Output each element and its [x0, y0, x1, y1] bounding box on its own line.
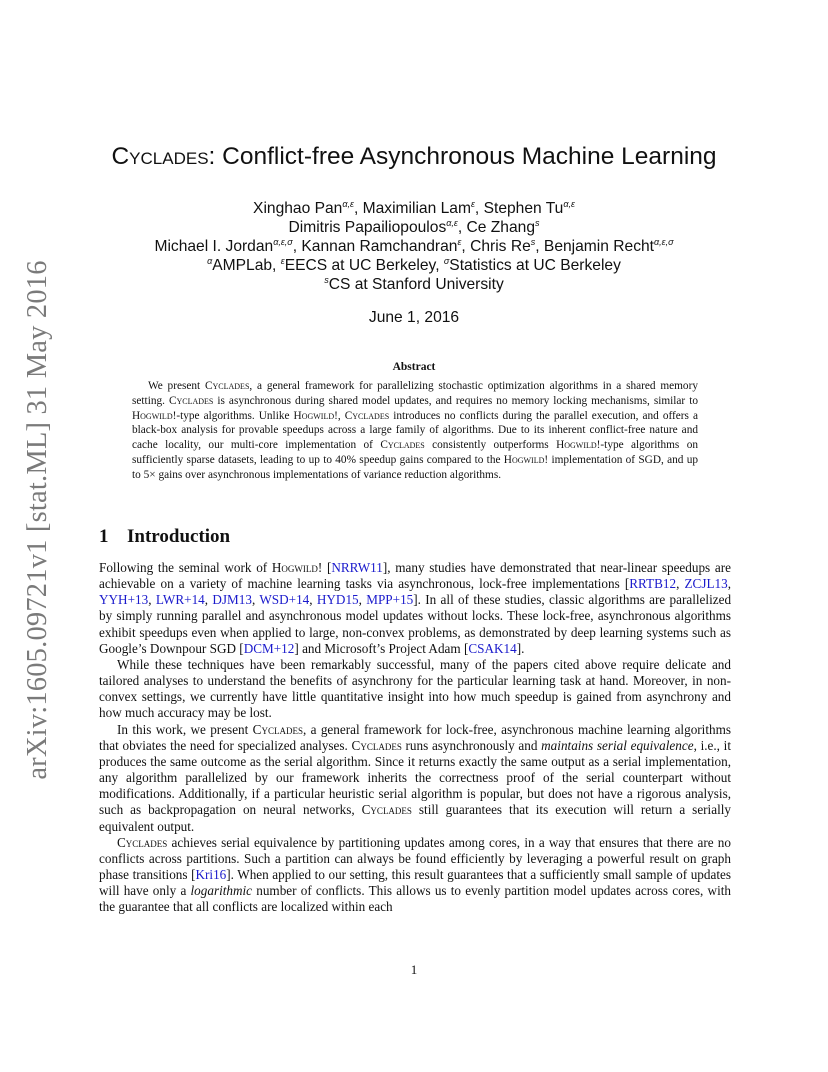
author-mark: α,ε [342, 198, 354, 209]
arxiv-identifier: arXiv:1605.09721v1 [stat.ML] 31 May 2016 [22, 260, 53, 780]
author-mark: α,ε,σ [654, 236, 674, 247]
arxiv-side-stamp [16, 260, 60, 780]
body-paragraph: Cyclades achieves serial equivalence by partitioning updates among cores, in a way that ensures that there are no conflicts across partitions. Such a partition can always be found efficiently by leveraging a powerful result on graph phase transitions [Kri16]. When applied to our setting, this result guarantees that a sufficiently small sample of updates will have only a logarithmic number of conflicts. This allows us to evenly partition model updates across cores, with the guarantee that all conflicts are localized within each [99, 834, 731, 915]
citation-link[interactable]: MPP+15 [366, 592, 414, 608]
section-number: 1 [99, 526, 109, 547]
citation-link[interactable]: LWR+14 [155, 592, 205, 608]
affiliation: Statistics at UC Berkeley [449, 257, 621, 274]
paper-date: June 1, 2016 [368, 309, 460, 326]
author-name: Maximilian Lam [362, 200, 471, 217]
citation-link[interactable]: RRTB12 [629, 576, 677, 592]
citation-link[interactable]: HYD15 [316, 592, 359, 608]
author-mark: s [535, 217, 540, 228]
author-name: Michael I. Jordan [154, 238, 274, 255]
author-name: Xinghao Pan [253, 200, 343, 217]
body-paragraph: While these techniques have been remarkably successful, many of the papers cited above require delicate and tailored analyses to understand the benefits of asynchrony for the particular learning task at hand. Moreover, in non-convex settings, we currently have little quantitative insight into how much speedup is gained from asynchrony and how much accuracy may be lost. [99, 656, 731, 721]
paper-title [0, 143, 828, 171]
body-paragraph: In this work, we present Cyclades, a general framework for lock-free, asynchronous machine learning algorithms that obviates the need for specialized analyses. Cyclades runs asynchronously and maintains serial equivalence, i.e., it produces the same outcome as the serial algorithm. Since it returns exactly the same output as a serial implementation, any algorithm parallelized by our framework inherits the correctness proof of the serial counterpart without modifications. Additionally, if a particular heuristic serial algorithm is popular, but does not have a rigorous analysis, such as backpropagation on neural networks, Cyclades still guarantees that its execution will return a serially equivalent output. [99, 721, 732, 834]
title-rest: : Conflict-free Asynchronous Machine Learning [208, 143, 717, 170]
abstract-heading: Abstract [392, 361, 436, 373]
abstract-body: We present Cyclades, a general framework for parallelizing stochastic optimization algorithms in a shared memory setting. Cyclades is asynchronous during shared model updates, and requires no memory locking mechanisms, similar to Hogwild!-type algorithms. Unlike Hogwild!, Cyclades introduces no conflicts during the parallel execution, and offers a black-box analysis for provable speedups across a large family of algorithms. Due to its inherent conflict-free nature and cache locality, our multi-core implementation of Cyclades consistently outperforms Hogwild!-type algorithms on sufficiently sparse datasets, leading to up to 40% speedup gains compared to the Hogwild! implementation of SGD, and up to 5× gains over asynchronous implementations of variance reduction algorithms. [132, 380, 699, 481]
affiliation-mark: s [324, 274, 329, 285]
affiliation-mark: α [207, 255, 213, 266]
citation-link[interactable]: ZCJL13 [684, 576, 728, 592]
affiliation: CS at Stanford University [328, 276, 504, 293]
citation-link[interactable]: WSD+14 [259, 592, 310, 608]
affiliation-mark: σ [443, 255, 450, 266]
author-mark: ε [457, 236, 462, 247]
author-mark: α,ε [563, 198, 575, 209]
author-name: Dimitris Papailiopoulos [288, 219, 447, 236]
body-paragraph: Following the seminal work of Hogwild! [NRRW11], many studies have demonstrated that near-linear speedups are achievable on a variety of machine learning tasks via asynchronous, lock-free implementations [RRTB12, ZCJL13, YYH+13, LWR+14, DJM13, WSD+14, HYD15, MPP+15]. In all of these studies, classic algorithms are parallelized by simply running parallel and asynchronous model updates without locks. These lock-free, asynchronous algorithms exhibit speedups even when applied to large, non-convex problems, as demonstrated by deep learning systems such as Google’s Downpour SGD [DCM+12] and Microsoft’s Project Adam [CSAK14]. [99, 560, 732, 656]
section-heading-introduction [99, 526, 230, 548]
citation-link[interactable]: Kri16 [195, 866, 227, 882]
author-name: Chris Re [470, 238, 531, 255]
page-number: 1 [410, 962, 418, 977]
citation-link[interactable]: CSAK14 [468, 640, 517, 656]
affiliation-line-2 [0, 275, 828, 294]
author-mark: α,ε,σ [273, 236, 293, 247]
affiliation: EECS at UC Berkeley, [284, 257, 444, 274]
citation-link[interactable]: NRRW11 [331, 560, 383, 575]
citation-link[interactable]: DCM+12 [243, 640, 295, 656]
citation-link[interactable]: YYH+13 [99, 592, 149, 608]
author-name: Benjamin Recht [543, 238, 654, 255]
author-mark: ε [470, 198, 475, 209]
author-line-1: Xinghao Pan$^{\alpha,\varepsilon}$, Maximilian Lam$^\varepsilon$, Stephen $Tu^{\alpha,\varepsilon}$ [253, 198, 575, 217]
section-title: Introduction [127, 526, 231, 547]
author-line-2: Dimitris Papailiopoulos$^{\alpha,\varepsilon}$, Ce Zhang$^s$ [288, 217, 540, 236]
citation-link[interactable]: DJM13 [212, 592, 252, 608]
author-mark: s [530, 236, 536, 247]
author-mark: α,ε [446, 217, 458, 228]
introduction-body [99, 560, 731, 915]
author-block [0, 199, 828, 294]
affiliation-line-1 [0, 256, 828, 275]
affiliation-mark: ε [280, 255, 285, 266]
author-name: Stephen Tu [483, 200, 564, 217]
affiliation: AMPLab, [212, 257, 281, 274]
author-name: Ce Zhang [466, 219, 535, 236]
author-line-3: Michael I. Jordan$^{\alpha,\varepsilon,\sigma}$, Kannan Ramchandran$^\varepsilon$, Chris Re$^s$, Benjamin Recht$^{\alpha,\varepsilon,\sigma}$ [154, 236, 674, 255]
title-system-name: Cyclades [111, 143, 209, 170]
author-name: Kannan Ramchandran [301, 238, 458, 255]
